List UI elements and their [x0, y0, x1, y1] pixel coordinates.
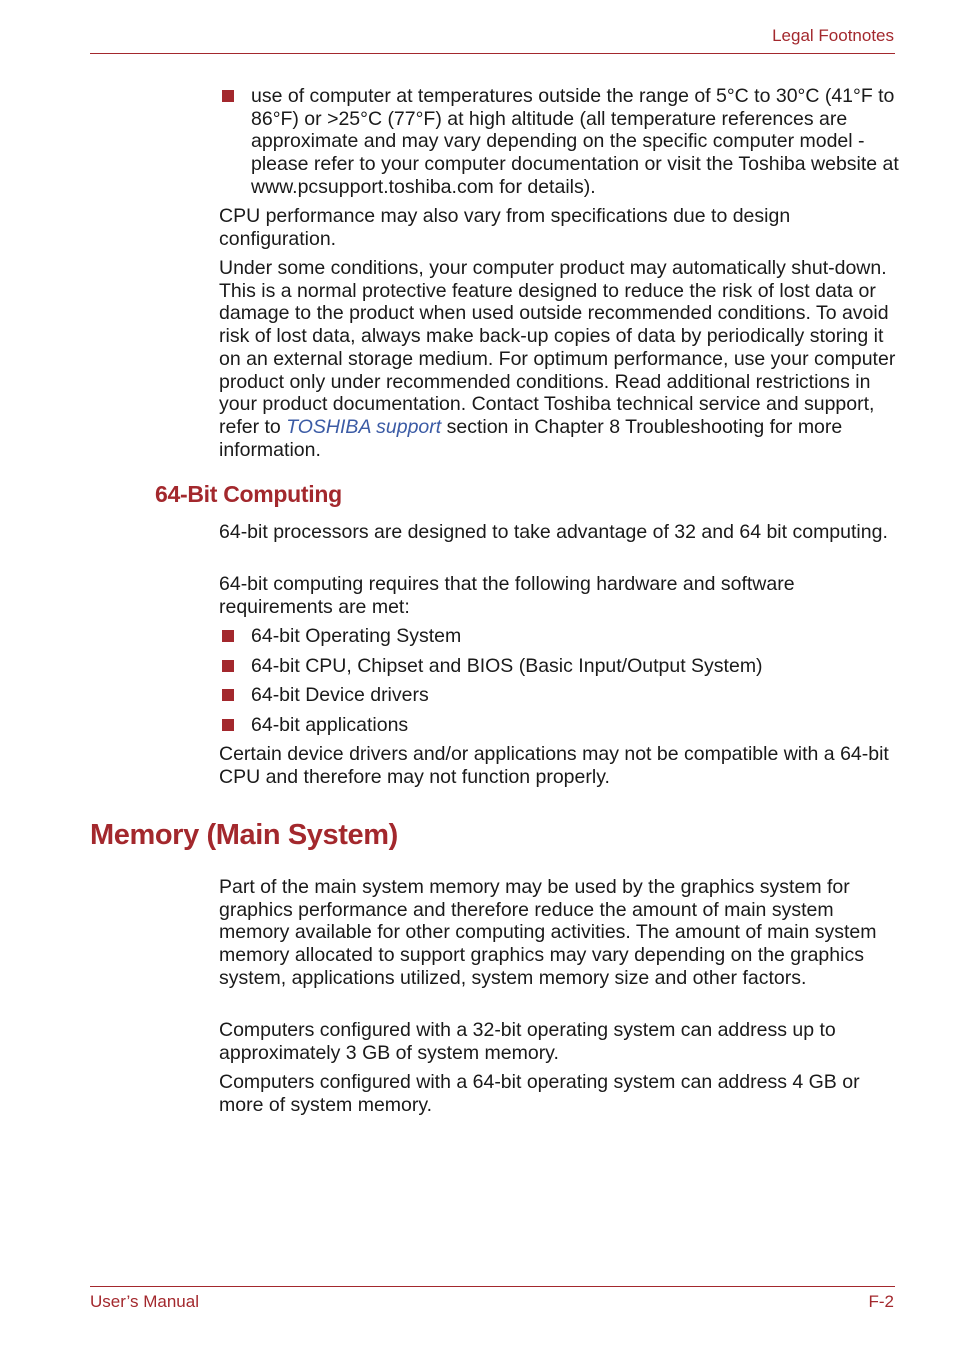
header-divider [90, 53, 895, 54]
paragraph-text: section in Chapter 8 Troubleshooting for more information. [219, 415, 843, 461]
bullet-square-icon [222, 719, 234, 731]
paragraph-memory-graphics: Part of the main system memory may be used by the graphics system for graphics performance and therefore reduce the amount of main system memory available for other computing activities. The amount of main system memory allocated to support graphics may vary depending on the graphics system, applications utilized, system memory size and other factors. [219, 876, 877, 989]
section-heading-memory: Memory (Main System) [90, 819, 398, 851]
list-item [219, 684, 899, 707]
paragraph-64bit-compatibility: Certain device drivers and/or applications may not be compatible with a 64-bit CPU and therefore may not function properly. [219, 743, 889, 788]
list-item [219, 714, 899, 737]
footer-manual-title: User’s Manual [90, 1292, 199, 1311]
section-heading-64bit: 64-Bit Computing [155, 481, 342, 507]
list-item [219, 625, 899, 648]
list-item-text: 64-bit CPU, Chipset and BIOS (Basic Input/Output System) [251, 655, 763, 677]
paragraph-shutdown-conditions [219, 257, 899, 461]
paragraph-memory-64bit: Computers configured with a 64-bit operating system can address 4 GB or more of system memory. [219, 1071, 860, 1116]
list-item-text: 64-bit Operating System [251, 625, 462, 647]
bullet-square-icon [222, 689, 234, 701]
paragraph-64bit-requirements: 64-bit computing requires that the following hardware and software requirements are met: [219, 573, 795, 618]
list-item [219, 655, 899, 678]
list-item-text: use of computer at temperatures outside the range of 5°C to 30°C (41°F to 86°F) or >25°C (77°F) at high altitude (all temperature references are approximate and may vary depending on the specific computer model - please refer to your computer documentation or visit the Toshiba website at www.pcsupport.toshiba.com for details). [251, 85, 899, 198]
page-number: F-2 [868, 1292, 894, 1311]
paragraph-memory-32bit: Computers configured with a 32-bit operating system can address up to approximately 3 GB of system memory. [219, 1019, 836, 1064]
paragraph-64bit-intro: 64-bit processors are designed to take advantage of 32 and 64 bit computing. [219, 521, 888, 543]
paragraph-text: Under some conditions, your computer product may automatically shut-down. This is a normal protective feature designed to reduce the risk of lost data or damage to the product when used outside recommended conditions. To avoid risk of lost data, always make back-up copies of data by periodically storing it on an external storage medium. For optimum performance, use your computer product only under recommended conditions. Read additional restrictions in your product documentation. Contact Toshiba technical service and support, refer to [219, 257, 896, 438]
list-item-text: 64-bit applications [251, 714, 409, 736]
bullet-square-icon [222, 630, 234, 642]
list-item-text: 64-bit Device drivers [251, 684, 429, 706]
toshiba-support-link[interactable]: TOSHIBA support [286, 415, 442, 438]
list-item [219, 85, 899, 199]
bullet-square-icon [222, 660, 234, 672]
paragraph-cpu-performance: CPU performance may also vary from specifications due to design configuration. [219, 205, 791, 250]
bullet-square-icon [222, 90, 234, 102]
page-header-title: Legal Footnotes [772, 26, 894, 45]
footer-divider [90, 1286, 895, 1287]
